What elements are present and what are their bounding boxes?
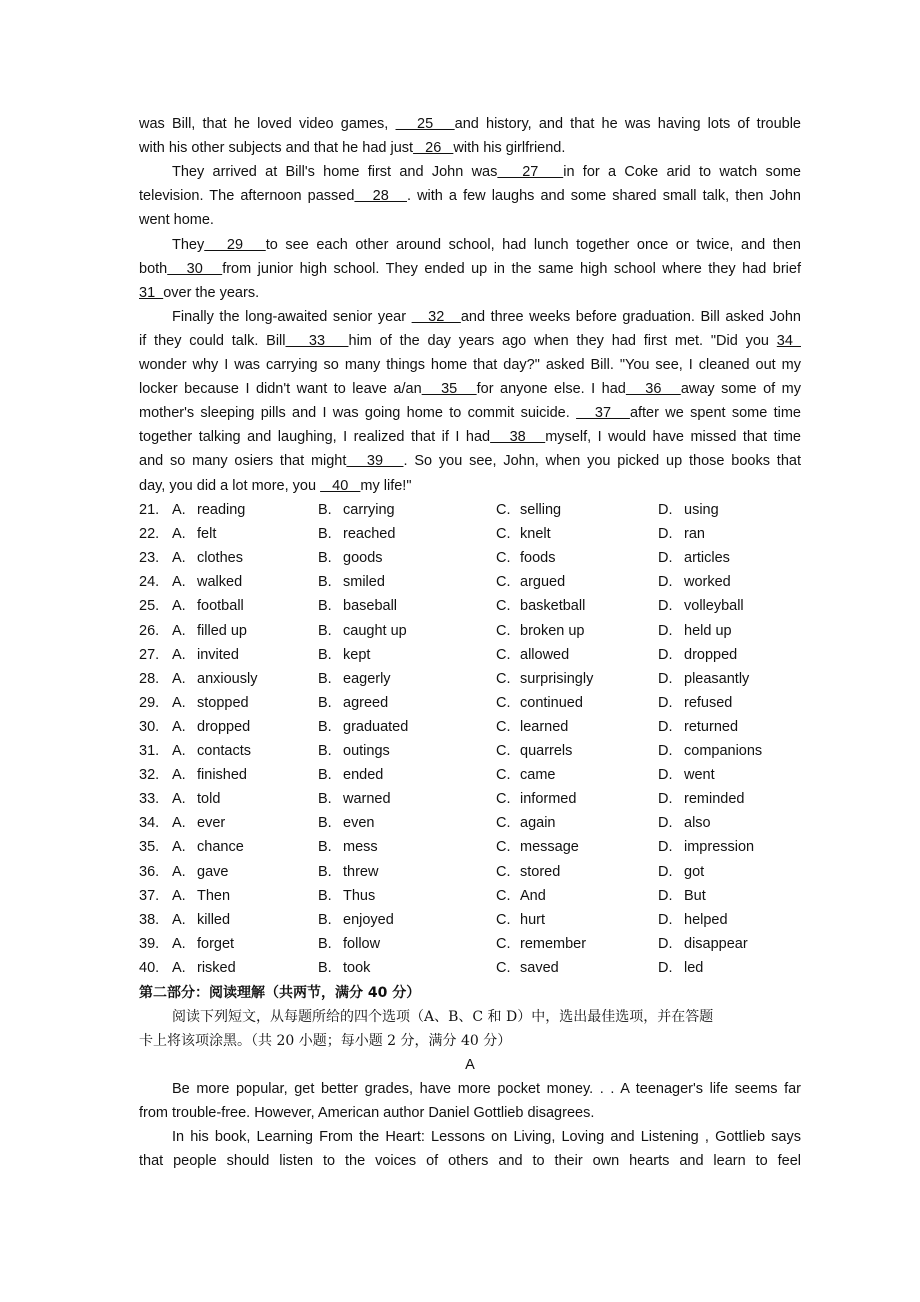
passage-line (172, 160, 801, 184)
option-d: disappear (684, 935, 748, 952)
option-letter-c: C. (496, 646, 511, 663)
option-letter-a: A. (172, 767, 186, 784)
option-c: And (520, 887, 546, 904)
option-letter-b: B. (318, 694, 332, 711)
passage-text: myself, I would have missed that time (545, 429, 801, 446)
option-letter-a: A. (172, 815, 186, 832)
option-a: dropped (197, 718, 251, 735)
option-b: even (343, 815, 375, 832)
option-d: But (684, 887, 706, 904)
passage-line (139, 353, 801, 377)
option-a: forget (197, 935, 235, 952)
passage-text: wonder why I was carrying so many things home that day?" asked Bill. "You see, I cleaned out my (139, 357, 801, 373)
passage-text: and history, and that he was having lots of trouble (454, 116, 801, 132)
option-letter-b: B. (318, 791, 332, 808)
option-d: impression (684, 839, 755, 856)
passage-text: my life!" (360, 477, 412, 494)
option-a: Then (197, 887, 231, 904)
part2-instruction-2: 卡上将该项涂黑。（共 20 小题；每小题 2 分，满分 40 分） (139, 1033, 512, 1049)
option-c: saved (520, 959, 559, 976)
option-a: filled up (197, 622, 247, 639)
question-number: 26. (139, 622, 160, 639)
option-letter-b: B. (318, 863, 332, 880)
passage-line: Be more popular, get better grades, have more pocket money. . . A teenager's life seems far (172, 1081, 801, 1097)
option-b: carrying (343, 502, 395, 518)
option-letter-c: C. (496, 863, 511, 880)
option-d: worked (684, 574, 731, 591)
option-letter-c: C. (496, 670, 511, 687)
option-letter-c: C. (496, 935, 511, 952)
option-letter-b: B. (318, 574, 332, 591)
option-b: goods (343, 550, 383, 567)
passage-text: with his other subjects and that he had just (139, 140, 414, 157)
option-c: surprisingly (520, 670, 594, 687)
option-a: risked (197, 959, 236, 976)
option-letter-d: D. (658, 646, 673, 663)
option-letter-b: B. (318, 598, 332, 615)
option-b: mess (343, 839, 378, 856)
option-a: stopped (197, 694, 249, 711)
blank-25: 25 (395, 116, 455, 132)
option-letter-c: C. (496, 959, 511, 976)
option-letter-d: D. (658, 959, 673, 976)
option-b: warned (343, 791, 391, 808)
option-a: gave (197, 863, 229, 880)
option-b: graduated (343, 718, 409, 735)
passage-text: mother's sleeping pills and I was going home to commit suicide. (139, 405, 577, 422)
passage-line (139, 401, 801, 425)
option-letter-d: D. (658, 718, 673, 735)
question-number: 22. (139, 526, 160, 543)
option-letter-d: D. (658, 887, 673, 904)
part2-heading: 第二部分：阅读理解（共两节，满分 40 分） (139, 985, 421, 1001)
question-number: 32. (139, 767, 160, 784)
option-letter-d: D. (658, 935, 673, 952)
passage-text: Finally the long-awaited senior year (172, 308, 412, 325)
option-letter-a: A. (172, 670, 186, 687)
blank-28: 28 (354, 188, 407, 205)
option-d: held up (684, 622, 732, 639)
passage-text: him of the day years ago when they had first met. "Did you (348, 332, 777, 349)
option-letter-d: D. (658, 791, 673, 808)
option-letter-c: C. (496, 791, 511, 808)
option-d: returned (684, 718, 739, 735)
option-letter-a: A. (172, 839, 186, 856)
option-a: anxiously (197, 670, 258, 687)
blank-33: 33 (285, 332, 349, 349)
option-letter-b: B. (318, 743, 332, 759)
option-letter-a: A. (172, 502, 186, 518)
option-letter-b: B. (318, 887, 332, 904)
option-b: ended (343, 767, 384, 784)
option-b: outings (343, 743, 390, 759)
passage-text: . with a few laughs and some shared small talk, then John (406, 188, 801, 205)
passage-text: to see each other around school, had lunch together once or twice, and then (265, 236, 801, 253)
passage-text: day, you did a lot more, you (139, 477, 321, 494)
option-d: companions (684, 743, 763, 759)
question-number: 24. (139, 574, 160, 591)
question-number: 34. (139, 815, 160, 832)
passage-text: over the years. (163, 284, 260, 301)
blank-32: 32 (411, 308, 461, 325)
option-letter-c: C. (496, 550, 511, 567)
passage-line (139, 208, 801, 232)
section-label: A (465, 1057, 475, 1073)
passage-text: away some of my (680, 381, 801, 398)
passage-line (139, 257, 801, 281)
option-a: killed (197, 911, 231, 928)
option-letter-b: B. (318, 911, 332, 928)
option-letter-c: C. (496, 743, 511, 759)
blank-35: 35 (421, 381, 477, 398)
blank-26: 26 (413, 140, 454, 157)
option-d: went (684, 767, 715, 784)
option-c: stored (520, 863, 561, 880)
option-letter-a: A. (172, 743, 186, 759)
passage-text: and three weeks before graduation. Bill asked John (460, 308, 801, 325)
question-number: 35. (139, 839, 160, 856)
option-letter-a: A. (172, 550, 186, 567)
option-letter-a: A. (172, 887, 186, 904)
blank-39: 39 (346, 453, 404, 470)
option-c: again (520, 815, 556, 832)
question-number: 21. (139, 502, 160, 518)
option-letter-c: C. (496, 815, 511, 832)
option-c: allowed (520, 646, 570, 663)
blank-40: 40 (320, 477, 361, 494)
passage-text: both (139, 260, 168, 277)
option-letter-d: D. (658, 526, 673, 543)
passage-text: for anyone else. I had (476, 381, 626, 398)
option-d: also (684, 815, 711, 832)
option-c: learned (520, 718, 569, 735)
option-letter-c: C. (496, 574, 511, 591)
option-letter-d: D. (658, 743, 673, 759)
passage-text: after we spent some time (629, 405, 801, 422)
option-letter-a: A. (172, 911, 186, 928)
option-letter-b: B. (318, 622, 332, 639)
option-letter-d: D. (658, 767, 673, 784)
passage-line: In his book, Learning From the Heart: Lessons on Living, Loving and Listening , Gottlieb says (172, 1129, 801, 1146)
option-a: football (197, 598, 244, 615)
option-a: told (197, 791, 221, 808)
passage-line: from trouble-free. However, American author Daniel Gottlieb disagrees. (139, 1105, 595, 1122)
option-c: broken up (520, 622, 585, 639)
option-letter-d: D. (658, 622, 673, 639)
option-letter-a: A. (172, 718, 186, 735)
option-c: selling (520, 502, 562, 518)
option-c: quarrels (520, 743, 573, 759)
option-d: dropped (684, 646, 738, 663)
passage-line: that people should listen to the voices of others and to their own hearts and learn to feel (139, 1153, 801, 1170)
option-letter-a: A. (172, 598, 186, 615)
passage-text: with his girlfriend. (453, 140, 566, 157)
option-b: took (343, 959, 371, 976)
option-letter-c: C. (496, 694, 511, 711)
option-letter-b: B. (318, 815, 332, 832)
option-b: kept (343, 646, 371, 663)
option-letter-c: C. (496, 887, 511, 904)
question-number: 29. (139, 694, 160, 711)
option-letter-c: C. (496, 622, 511, 639)
option-letter-b: B. (318, 959, 332, 976)
option-letter-d: D. (658, 911, 673, 928)
option-letter-b: B. (318, 526, 332, 543)
option-letter-b: B. (318, 718, 332, 735)
blank-29: 29 (204, 236, 266, 253)
question-number: 27. (139, 646, 160, 663)
option-letter-b: B. (318, 550, 332, 567)
blank-36: 36 (625, 381, 681, 398)
option-letter-a: A. (172, 646, 186, 663)
passage-line (172, 233, 801, 257)
option-a: chance (197, 839, 244, 856)
option-letter-c: C. (496, 598, 511, 615)
option-letter-c: C. (496, 718, 511, 735)
option-b: enjoyed (343, 911, 394, 928)
option-c: knelt (520, 526, 551, 543)
option-letter-d: D. (658, 815, 673, 832)
passage-text: went home. (139, 212, 214, 229)
option-b: reached (343, 526, 396, 543)
blank-31: 31 (139, 284, 164, 301)
option-c: hurt (520, 911, 545, 928)
option-letter-c: C. (496, 502, 511, 518)
option-letter-b: B. (318, 935, 332, 952)
passage-line (139, 377, 801, 401)
option-letter-c: C. (496, 526, 511, 543)
option-a: finished (197, 767, 247, 784)
option-letter-d: D. (658, 839, 673, 856)
option-letter-c: C. (496, 911, 511, 928)
option-letter-b: B. (318, 502, 332, 518)
passage-text: if they could talk. Bill (139, 332, 286, 349)
option-letter-d: D. (658, 502, 673, 518)
option-letter-a: A. (172, 622, 186, 639)
option-letter-a: A. (172, 791, 186, 808)
passage-text: from junior high school. They ended up in the same high school where they had brief (222, 260, 801, 277)
option-letter-c: C. (496, 839, 511, 856)
passage-line (139, 474, 801, 498)
option-a: felt (197, 526, 217, 543)
option-letter-a: A. (172, 694, 186, 711)
passage-line (139, 329, 801, 353)
option-a: contacts (197, 743, 251, 759)
question-number: 25. (139, 598, 160, 615)
option-c: remember (520, 935, 587, 952)
passage-text: television. The afternoon passed (139, 188, 355, 205)
option-d: ran (684, 526, 705, 543)
option-c: came (520, 767, 556, 784)
question-number: 23. (139, 550, 160, 567)
passage-line (139, 112, 801, 136)
question-number: 40. (139, 959, 160, 976)
option-a: clothes (197, 550, 243, 567)
option-b: eagerly (343, 670, 391, 687)
option-letter-b: B. (318, 646, 332, 663)
passage-text: was Bill, that he loved video games, (139, 116, 396, 132)
passage-line (139, 449, 801, 473)
passage-line (139, 425, 801, 449)
option-c: message (520, 839, 579, 856)
option-d: pleasantly (684, 670, 750, 687)
question-number: 37. (139, 887, 160, 904)
option-letter-a: A. (172, 863, 186, 880)
option-a: ever (197, 815, 226, 832)
question-number: 28. (139, 670, 160, 687)
option-letter-a: A. (172, 959, 186, 976)
option-d: volleyball (684, 598, 744, 615)
option-letter-a: A. (172, 526, 186, 543)
part2-instruction-1: 阅读下列短文，从每题所给的四个选项（A、B、C 和 D）中，选出最佳选项，并在答题 (172, 1009, 714, 1025)
passage-text: together talking and laughing, I realized that if I had (139, 429, 491, 446)
option-d: refused (684, 694, 733, 711)
option-a: reading (197, 502, 246, 518)
option-b: follow (343, 935, 381, 952)
passage-line (139, 136, 801, 160)
passage-text: in for a Coke arid to watch some (563, 164, 801, 181)
passage-text: They arrived at Bill's home first and John was (172, 164, 498, 181)
option-letter-d: D. (658, 598, 673, 615)
passage-line (139, 184, 801, 208)
option-b: agreed (343, 694, 389, 711)
blank-37: 37 (576, 405, 630, 422)
option-letter-b: B. (318, 670, 332, 687)
option-b: smiled (343, 574, 385, 591)
question-number: 31. (139, 743, 160, 759)
option-d: using (684, 502, 719, 518)
option-letter-b: B. (318, 767, 332, 784)
question-number: 38. (139, 911, 160, 928)
option-b: baseball (343, 598, 398, 615)
option-letter-d: D. (658, 550, 673, 567)
option-letter-d: D. (658, 574, 673, 591)
blank-34: 34 (776, 332, 801, 349)
option-d: helped (684, 911, 728, 928)
option-letter-d: D. (658, 863, 673, 880)
option-letter-d: D. (658, 694, 673, 711)
question-number: 36. (139, 863, 160, 880)
passage-line (172, 305, 801, 329)
question-number: 39. (139, 935, 160, 952)
passage-text: They (172, 236, 205, 253)
passage-text: and so many osiers that might (139, 453, 347, 470)
option-c: basketball (520, 598, 586, 615)
passage-text: locker because I didn't want to leave a/an (139, 381, 422, 398)
option-d: articles (684, 550, 730, 567)
option-b: caught up (343, 622, 407, 639)
option-letter-c: C. (496, 767, 511, 784)
blank-30: 30 (167, 260, 223, 277)
option-letter-a: A. (172, 574, 186, 591)
option-letter-b: B. (318, 839, 332, 856)
question-number: 30. (139, 718, 160, 735)
question-number: 33. (139, 791, 160, 808)
option-d: got (684, 863, 705, 880)
option-letter-d: D. (658, 670, 673, 687)
option-b: threw (343, 863, 379, 880)
option-c: informed (520, 791, 577, 808)
option-d: led (684, 959, 704, 976)
passage-text: . So you see, John, when you picked up those books that (403, 453, 801, 470)
option-d: reminded (684, 791, 745, 808)
option-c: foods (520, 550, 556, 567)
option-letter-a: A. (172, 935, 186, 952)
option-a: walked (197, 574, 243, 591)
option-c: argued (520, 574, 566, 591)
option-c: continued (520, 694, 583, 711)
passage-line (139, 281, 801, 305)
blank-38: 38 (490, 429, 546, 446)
option-a: invited (197, 646, 239, 663)
blank-27: 27 (497, 164, 564, 181)
option-b: Thus (343, 887, 376, 904)
